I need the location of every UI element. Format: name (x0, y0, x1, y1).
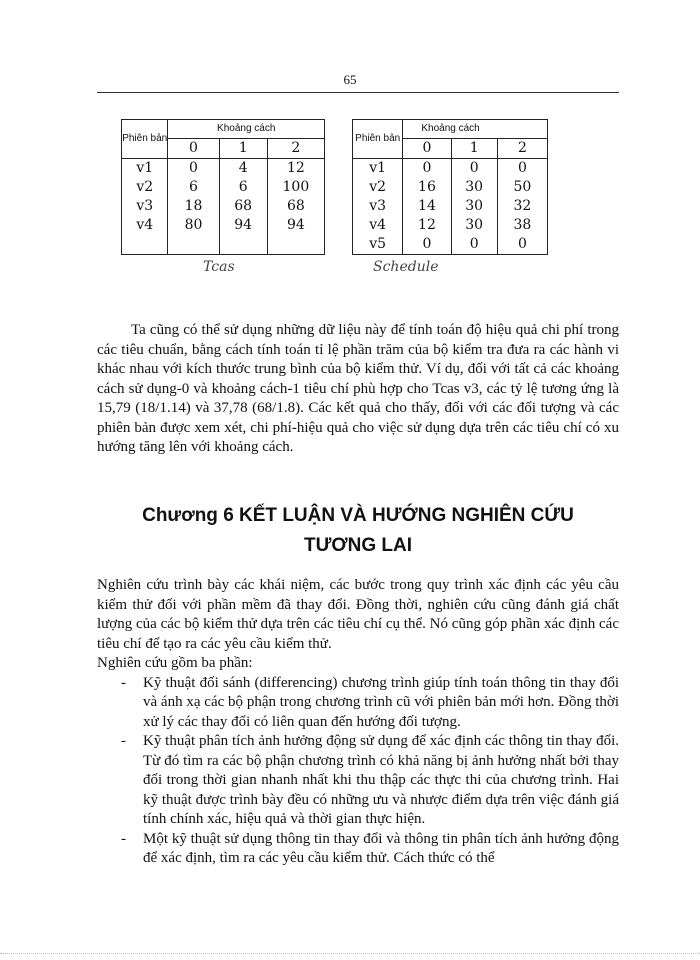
schedule-col-header: 1 (451, 139, 497, 159)
tcas-cell: 6 (168, 178, 219, 197)
conclusion-section (97, 576, 619, 869)
schedule-cell: 0 (403, 235, 451, 255)
chapter-heading (97, 501, 619, 561)
tcas-spacer-cell (219, 235, 267, 255)
footer-rule (0, 953, 700, 954)
table-tcas (121, 119, 325, 255)
chapter-title-line2: TƯƠNG LAI (304, 535, 412, 556)
bullet-marker: - (121, 733, 126, 749)
tcas-cell: 18 (168, 197, 219, 216)
schedule-col-header: 2 (497, 139, 547, 159)
table-schedule (352, 119, 548, 255)
list-item-text: Kỹ thuật đối sánh (differencing) chương trình giúp tính toán thông tin thay đổi và ánh xạ các bộ phận trong chương trình cũ với phiên bản mới hơn. Đồng thời xử lý các thay đổi có liên quan đến hướng đối tượng. (143, 674, 619, 730)
table-row (122, 197, 325, 216)
tcas-col-header: 0 (168, 139, 219, 159)
tcas-col-header: 1 (219, 139, 267, 159)
paragraph-text: Ta cũng có thể sử dụng những dữ liệu này để tính toán độ hiệu quả chi phí trong các tiêu chuẩn, bằng cách tính toán tỉ lệ phần trăm của bộ kiểm tra đưa ra các hành vi khác nhau với kích thước trung bình của bộ kiểm thử. Ví dụ, đối với tất cả các khoảng cách sử dụng-0 và khoảng cách-1 tiêu chí phù hợp cho Tcas v3, các tỷ lệ tương ứng là 15,79 (18/1.14) và 37,78 (68/1.8). Các kết quả cho thấy, đối với các đối tượng và các phiên bản được xem xét, chi phí-hiệu quả cho việc sử dụng dựa trên các tiêu chí có xu hướng tăng lên với khoảng cách. (97, 322, 619, 455)
schedule-cell: 16 (403, 178, 451, 197)
tcas-distance-header: Khoảng cách (168, 120, 325, 139)
header-rule (97, 92, 619, 93)
list-item-text: Một kỹ thuật sử dụng thông tin thay đổi và thông tin phân tích ảnh hưởng động để xác định, tìm ra các yêu cầu kiểm thử. Cách thức có thể (143, 830, 619, 866)
schedule-row-version: v1 (353, 159, 403, 179)
parts-list (97, 674, 619, 869)
schedule-row-version: v2 (369, 179, 387, 195)
tcas-table (121, 119, 325, 255)
list-item-text: Kỹ thuật phân tích ảnh hưởng động sử dụng để xác định các thông tin thay đổi. Từ đó tìm ra các bộ phận chương trình có khả năng bị ảnh hưởng nhất bởi thay đổi trong thời gian nhanh nhất khi thu thập các thực thi của chương trình. Hai kỹ thuật được trình bày đều có những ưu và nhược điểm dựa trên việc đánh giá tính chính xác, hiệu quả và thời gian thực hiện. (143, 733, 619, 827)
tcas-cell: 12 (267, 159, 324, 179)
tcas-cell: 94 (219, 216, 267, 235)
tcas-cell: 6 (219, 178, 267, 197)
schedule-cell: 0 (451, 159, 497, 179)
list-item (97, 674, 619, 733)
table-row (353, 197, 548, 216)
chapter-title-line1: Chương 6 KẾT LUẬN VÀ HƯỚNG NGHIÊN CỨU (142, 505, 574, 526)
table-row (353, 159, 548, 179)
schedule-version-header: Phiên bản (355, 133, 401, 144)
tcas-row-version: v3 (136, 198, 154, 214)
schedule-cell: 0 (403, 159, 451, 179)
page-number: 65 (343, 72, 357, 87)
bullet-marker: - (121, 830, 126, 847)
tcas-spacer-cell (267, 235, 324, 255)
schedule-cell: 14 (403, 197, 451, 216)
tcas-cell: 80 (168, 216, 219, 235)
results-paragraph (97, 321, 619, 458)
schedule-caption: Schedule (373, 259, 439, 275)
table-row (353, 216, 548, 235)
tcas-cell: 4 (219, 159, 267, 179)
tcas-cell: 68 (219, 197, 267, 216)
schedule-cell: 30 (451, 178, 497, 197)
tcas-row-version: v1 (122, 159, 168, 179)
table-row (122, 216, 325, 235)
schedule-cell: 30 (451, 197, 497, 216)
schedule-cell: 38 (497, 216, 547, 235)
schedule-row-version: v3 (369, 198, 387, 214)
schedule-cell: 0 (497, 235, 547, 255)
table-row (353, 235, 548, 255)
schedule-cell: 0 (451, 235, 497, 255)
schedule-row-version: v4 (369, 217, 387, 233)
table-row (122, 178, 325, 197)
tcas-version-header: Phiên bản (122, 133, 168, 144)
list-intro: Nghiên cứu gồm ba phần: (97, 655, 253, 671)
tcas-spacer-cell (122, 235, 168, 255)
tcas-col-header: 2 (267, 139, 324, 159)
list-item (97, 830, 619, 869)
schedule-distance-header: Khoảng cách (403, 120, 548, 139)
tcas-cell: 68 (267, 197, 324, 216)
bullet-marker: - (121, 674, 126, 691)
schedule-cell: 32 (497, 197, 547, 216)
list-item (97, 732, 619, 830)
schedule-cell: 12 (403, 216, 451, 235)
schedule-cell: 0 (497, 159, 547, 179)
tcas-caption: Tcas (203, 259, 235, 275)
schedule-col-header: 0 (403, 139, 451, 159)
schedule-cell: 30 (451, 216, 497, 235)
tcas-row-version: v2 (136, 179, 154, 195)
table-row (122, 159, 325, 179)
tcas-row-version: v4 (136, 217, 154, 233)
conclusion-paragraph: Nghiên cứu trình bày các khái niệm, các bước trong quy trình xác định các yêu cầu kiểm thử đối với phần mềm đã thay đổi. Đồng thời, nghiên cứu cũng đánh giá chất lượng của các bộ kiểm thử dựa trên các tiêu chí cụ thể. Nó cũng góp phần xác định các tiêu chí để tạo ra các yêu cầu kiểm thử. (97, 577, 619, 652)
schedule-cell: 50 (497, 178, 547, 197)
tcas-cell: 100 (267, 178, 324, 197)
schedule-table (352, 119, 548, 255)
schedule-row-version: v5 (369, 236, 387, 252)
tcas-cell: 94 (267, 216, 324, 235)
tcas-cell: 0 (168, 159, 219, 179)
tcas-spacer-cell (168, 235, 219, 255)
table-row (353, 178, 548, 197)
